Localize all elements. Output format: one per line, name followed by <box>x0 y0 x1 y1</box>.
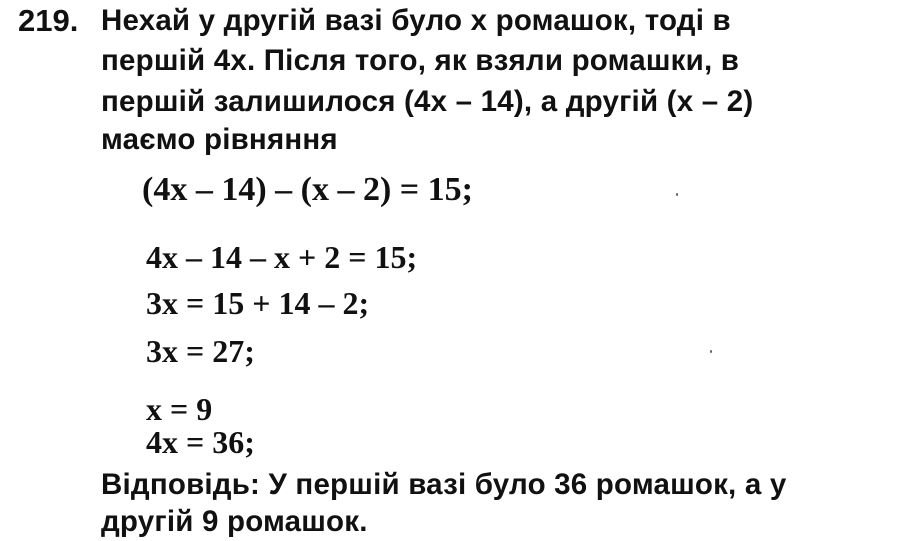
equation-3: 3x = 15 + 14 – 2; <box>146 285 370 321</box>
equation-5: x = 9 <box>146 391 213 427</box>
equation-2: 4x – 14 – x + 2 = 15; <box>146 239 418 275</box>
scan-speck <box>710 350 712 353</box>
answer-label: Відповідь: <box>101 468 261 501</box>
equation-1: (4x – 14) – (x – 2) = 15; <box>142 171 473 208</box>
problem-number: 219. <box>18 3 79 38</box>
equation-4: 3x = 27; <box>146 333 255 369</box>
equation-6: 4x = 36; <box>146 424 255 460</box>
answer-line-2: другій 9 ромашок. <box>101 505 368 538</box>
scan-speck <box>676 193 678 196</box>
answer-text-1: У першій вазі було 36 ромашок, а у <box>260 468 787 501</box>
answer-line-1 <box>101 468 786 502</box>
problem-text-line-1: Нехай у другій вазі було x ромашок, тоді в <box>101 4 731 37</box>
problem-text-line-2: першій 4x. Після того, як взяли ромашки, в <box>101 44 740 77</box>
problem-text-line-3: першій залишилося (4x – 14), а другій (x – 2) <box>101 85 754 118</box>
problem-text-line-4: маємо рівняння <box>101 123 338 156</box>
